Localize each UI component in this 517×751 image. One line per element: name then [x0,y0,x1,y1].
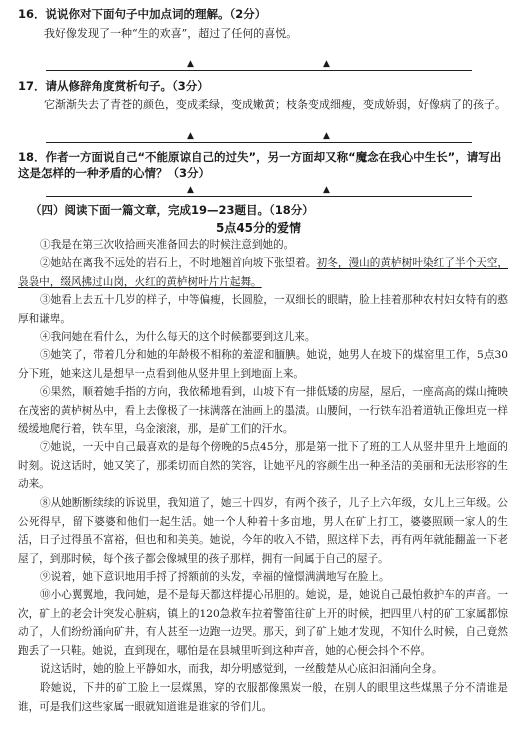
question-17-sentence: 它渐渐失去了青苍的颜色，变成柔绿，变成嫩黄；枝条变成细瘦，变成娇弱，好像病了的孩子。 [44,98,506,111]
answer-line [46,142,472,143]
article-paragraph: 说这话时，她的脸上平静如水，而我，却分明感觉到，一丝酸楚从心底汩汩涌向全身。 [40,663,443,675]
article-paragraph: ⑥果然，顺着她手指的方向，我依稀地看到，山坡下有一排低矮的房屋，屋后，一座高高的煤山掩映在茂密的黄栌树丛中，看上去像极了一抹满落在油画上的墨渍。山腰间，一行铁车沿着道轨正像坦克一样缓缓地爬行着，铁车里，乌金滚滚，那，是矿工们的汗水。 [18,386,508,435]
article-paragraph: ⑨说着，她下意识地用手捋了捋额前的头发，幸福的憧憬满满地写在脸上。 [40,571,390,583]
question-16: 16．说说你对下面句子中加点词的理解。（2分） [18,7,267,21]
article-paragraph: ⑩小心翼翼地，我问她，是不是每天都这样提心吊胆的。她说，是，她说自己最怕救护车的声音。一次，矿上的老会计突发心脏病，镇上的120急救车拉着警笛往矿上开的时候，把四里八村的矿工家属都惊动了，人们纷纷涌向矿井，有人甚至一边跑一边哭。那天，到了矿上她才发现，不知什么时候，自己竟然跑丢了一只鞋。她说，直到现在，哪怕是在县城里听到这种声音，她的心便会抖个不停。 [18,589,508,657]
paragraph-text: ②她站在离我不远处的岩石上，不时地翘首向坡下张望着。 [40,257,317,269]
underlined-sentence: 初冬，漫山的黄栌树叶染红了半个天空，袅袅中，缀风拂过山岗，火红的黄栌树叶片片起舞。 [18,257,509,288]
answer-line [46,196,472,197]
question-18: 18．作者一方面说自己“不能原谅自己的过失”，另一方面却又称“魔念在我心中生长”，请写出这是怎样的一种矛盾的心情？（3分） [18,150,502,180]
article-title: 5点45分的爱情 [215,221,302,235]
article-paragraph [18,254,508,291]
answer-marker-icon: ▲ [187,59,194,69]
article-paragraph: 聆她说，下井的矿工脸上一层煤黑，穿的衣服都像黑炭一般，在别人的眼里这些煤黑子分不清谁是谁，可是我们这些家属一眼就知道谁是谁家的爷们儿。 [18,682,508,713]
question-16-sentence: 我好像发现了一种“生的欢喜”，超过了任何的喜悦。 [44,27,298,40]
answer-marker-icon: ▲ [323,185,330,195]
answer-marker-icon: ▲ [187,185,194,195]
section-heading: （四）阅读下面一篇文章，完成19—23题目。（18分） [30,203,314,217]
article-paragraph: ⑦她说，一天中自己最喜欢的是每个傍晚的5点45分，那是第一批下了班的工人从竖井里升上地面的时刻。说这话时，她又笑了，那柔切而自然的笑容，让她平凡的容颜生出一种圣洁的美丽和无法形容的生动来。 [18,441,508,490]
answer-marker-icon: ▲ [323,59,330,69]
question-17: 17．请从修辞角度赏析句子。（3分） [18,79,209,93]
answer-marker-icon: ▲ [187,131,194,141]
article-paragraph: ⑤她笑了，带着几分和她的年龄极不相称的羞涩和腼腆。她说，她男人在坡下的煤窑里工作，5点30分下班，她来这儿是想早一点看到他从竖井里上到地面上来。 [18,349,508,380]
article-paragraph: ①我是在第三次收拾画夹准备回去的时候注意到她的。 [40,239,295,251]
answer-line [46,70,472,71]
answer-marker-icon: ▲ [323,131,330,141]
article-paragraph: ④我问她在看什么，为什么每天的这个时候都要到这儿来。 [40,331,316,343]
article-paragraph: ⑧从她断断续续的诉说里，我知道了，她三十四岁，有两个孩子，儿子上六年级，女儿上三年级。公公死得早，留下婆婆和他们一起生活。她一个人种着十多亩地，男人在矿上打工，婆婆照顾一家人的生活，日子过得虽不富裕，但也和和美美。她说，今年的收入不错，照这样下去，再有两年就能翻盖一下老屋了，到那时候，每个孩子都会像城里的孩子那样，拥有一间属于自己的屋子。 [18,497,508,565]
article-paragraph: ③她看上去五十几岁的样子，中等偏瘦，长圆脸，一双细长的眼睛，脸上挂着那种农村妇女特有的憨厚和谦卑。 [18,294,508,325]
